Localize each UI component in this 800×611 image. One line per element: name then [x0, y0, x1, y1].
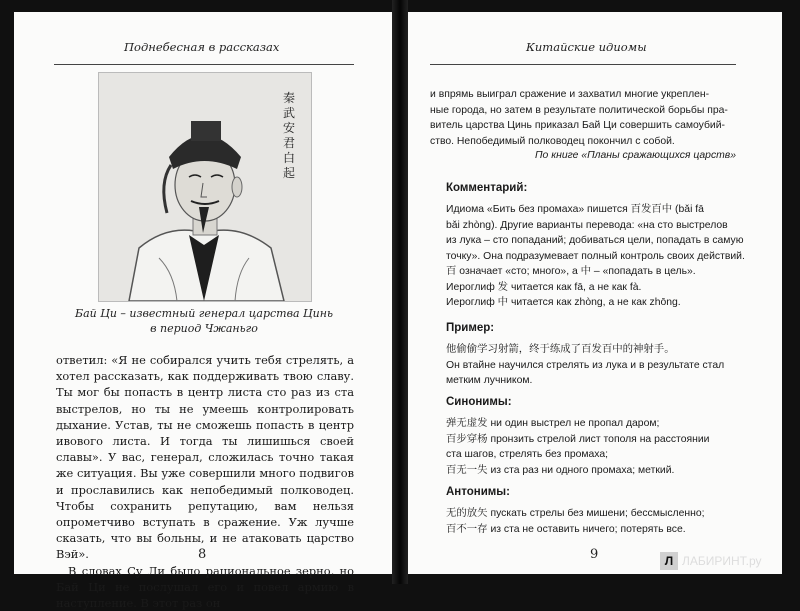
left-paragraph-2: В словах Су Ли было рациональное зерно, но Бай Ци не послушал его и повел армию в наступление. В этот раз он	[56, 563, 354, 611]
left-page-number: 8	[198, 547, 207, 562]
caption-line-1: Бай Ци – известный генерал царства Цинь	[75, 307, 333, 320]
antonym-line: 百不一存 из ста не оставить ничего; потерять все.	[446, 523, 686, 535]
labirint-watermark	[660, 552, 762, 570]
example-line: Он втайне научился стрелять из лука и в результате стал	[446, 359, 725, 371]
left-body-text	[56, 352, 354, 611]
story-ending	[430, 87, 736, 149]
portrait-caption	[54, 306, 354, 336]
left-page	[14, 12, 392, 611]
comment-line: точку». Она подразумевает полный контроль своих действий.	[446, 250, 745, 262]
left-paragraph-1: ответил: «Я не собирался учить тебя стрелять, а хотел рассказать, как поддерживать твою славу. Ты мог бы попасть в центр листа сто раз из ста выстрелов, но ты не умеешь контролировать дыхание. Устав, ты не сможешь попасть в центр ивового листа. И тогда ты лишишься своей славы». У вас, генерал, сложилась точно такая же ситуация. Вы уже совершили много подвигов и прославились как непобедимый полководец. Чтобы сохранить репутацию, вам нельзя опрометчиво вступать в сражение. Уж лучше сказать, что вы больны, и не атаковать царство Вэй».	[56, 353, 354, 562]
example-heading: Пример:	[446, 322, 495, 334]
left-running-head: Поднебесная в рассказах	[124, 40, 280, 54]
synonym-line: 百无一失 из ста раз ни одного промаха; меткий.	[446, 464, 675, 476]
labirint-logo-icon: Л	[660, 552, 678, 570]
example-line: метким лучником.	[446, 375, 533, 386]
right-head-rule	[430, 64, 736, 65]
right-page-number: 9	[590, 547, 599, 562]
comment-line: Иероглиф 中 читается как zhòng, а не как zhōng.	[446, 297, 681, 308]
ink-portrait-of-general-icon	[99, 73, 311, 301]
portrait-seal-text: 秦武安君白起	[283, 91, 296, 180]
story-source: По книге «Планы сражающихся царств»	[535, 150, 736, 161]
story-line: ство. Непобедимый полководец покончил с собой.	[430, 135, 675, 147]
left-head-rule	[54, 64, 354, 65]
general-portrait	[98, 72, 312, 302]
comment-heading: Комментарий:	[446, 182, 528, 194]
antonyms-heading: Антонимы:	[446, 486, 510, 498]
synonyms-block	[446, 416, 746, 478]
comment-line: bǎi zhòng). Другие варианты перевода: «на сто выстрелов	[446, 219, 728, 231]
synonyms-heading: Синонимы:	[446, 396, 512, 408]
watermark-text: ЛАБИРИНТ.ру	[682, 554, 762, 568]
comment-block	[446, 202, 746, 311]
antonym-line: 无的放矢 пускать стрелы без мишени; бессмысленно;	[446, 508, 705, 519]
caption-line-2: в период Чжаньго	[150, 322, 258, 335]
story-line: ные города, но затем в результате политической борьбы пра-	[430, 104, 728, 116]
synonym-line: ста шагов, стрелять без промаха;	[446, 449, 609, 460]
example-line: 他偷偷学习射箭，终于练成了百发百中的神射手。	[446, 343, 675, 355]
antonyms-block	[446, 506, 746, 537]
example-block	[446, 342, 746, 389]
story-line: витель царства Цинь приказал Бай Ци совершить самоубий-	[430, 120, 725, 131]
right-page	[408, 12, 782, 574]
comment-line: Идиома «Бить без промаха» пишется 百发百中 (bǎi fā	[446, 204, 704, 215]
story-line: и впрямь выиграл сражение и захватил многие укреплен-	[430, 89, 710, 100]
comment-line: 百 означает «сто; много», а 中 – «попадать в цель».	[446, 266, 696, 277]
synonym-line: 百步穿杨 пронзить стрелой лист тополя на расстоянии	[446, 433, 710, 445]
comment-line: из лука – сто попаданий; добиваться цели, попадать в самую	[446, 235, 744, 246]
book-gutter	[392, 0, 408, 584]
synonym-line: 弹无虚发 ни один выстрел не пропал даром;	[446, 418, 660, 429]
right-running-head: Китайские идиомы	[526, 40, 647, 54]
comment-line: Иероглиф 发 читается как fā, а не как fà.	[446, 281, 642, 293]
